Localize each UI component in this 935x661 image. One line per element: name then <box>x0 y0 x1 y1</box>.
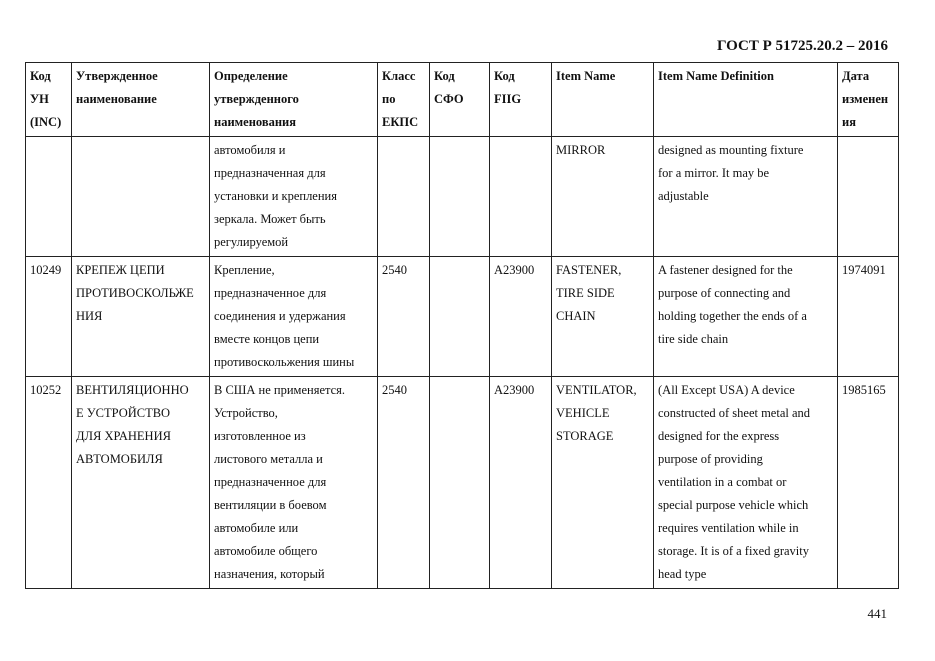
cell-line: НИЯ <box>76 309 103 323</box>
cell-line: 10249 <box>30 263 62 277</box>
inc-code-cell <box>26 257 72 377</box>
header-line: Определение <box>214 69 288 83</box>
cell-line: STORAGE <box>556 429 614 443</box>
item-name-cell <box>552 257 654 377</box>
header-line: ия <box>842 115 856 129</box>
item-definition-cell <box>654 257 838 377</box>
cell-line: ВЕНТИЛЯЦИОННО <box>76 383 189 397</box>
cell-line: for a mirror. It may be <box>658 166 770 180</box>
header-line: Дата <box>842 69 870 83</box>
column-header <box>654 63 838 137</box>
cell-line: ventilation in a combat or <box>658 475 787 489</box>
header-line: (INC) <box>30 115 62 129</box>
cell-line: FASTENER, <box>556 263 622 277</box>
definition-ru-cell <box>210 257 378 377</box>
cell-line: 10252 <box>30 383 62 397</box>
cell-line: 1974091 <box>842 263 886 277</box>
cell-line: head type <box>658 567 707 581</box>
cell-line: storage. It is of a fixed gravity <box>658 544 809 558</box>
column-header <box>72 63 210 137</box>
cell-line: VEHICLE <box>556 406 610 420</box>
cell-line: constructed of sheet metal and <box>658 406 811 420</box>
item-name-table <box>25 62 899 589</box>
header-line: наименования <box>214 115 297 129</box>
cell-line: tire side chain <box>658 332 729 346</box>
cell-line: 2540 <box>382 263 407 277</box>
cell-line: КРЕПЕЖ ЦЕПИ <box>76 263 165 277</box>
cell-line: purpose of providing <box>658 452 763 466</box>
header-row <box>26 63 899 137</box>
class-cell <box>378 137 430 257</box>
column-header <box>210 63 378 137</box>
cell-line: автомобиля и <box>214 143 286 157</box>
page-number: 441 <box>867 606 887 621</box>
cell-line: special purpose vehicle which <box>658 498 809 512</box>
definition-ru-cell <box>210 137 378 257</box>
cell-line: установки и крепления <box>214 189 337 203</box>
fiig-code-cell <box>490 257 552 377</box>
cell-line: вентиляции в боевом <box>214 498 327 512</box>
cell-line: adjustable <box>658 189 709 203</box>
header-line: ЕКПС <box>382 115 419 129</box>
cell-line: purpose of connecting and <box>658 286 791 300</box>
cell-line: designed for the express <box>658 429 780 443</box>
change-date-cell <box>838 377 899 589</box>
approved-name-cell <box>72 137 210 257</box>
cell-line: 1985165 <box>842 383 886 397</box>
cell-line: A23900 <box>494 383 535 397</box>
cell-line: вместе концов цепи <box>214 332 320 346</box>
cell-line: Крепление, <box>214 263 275 277</box>
cell-line: изготовленное из <box>214 429 306 443</box>
sfo-code-cell <box>430 377 490 589</box>
cell-line: MIRROR <box>556 143 606 157</box>
column-header <box>490 63 552 137</box>
cell-line: (All Except USA) A device <box>658 383 795 397</box>
cell-line: CHAIN <box>556 309 596 323</box>
cell-line: Устройство, <box>214 406 278 420</box>
class-cell <box>378 377 430 589</box>
cell-line: 2540 <box>382 383 407 397</box>
column-header <box>552 63 654 137</box>
inc-code-cell <box>26 377 72 589</box>
approved-name-cell <box>72 377 210 589</box>
header-line: по <box>382 92 396 106</box>
column-header <box>378 63 430 137</box>
inc-code-cell <box>26 137 72 257</box>
cell-line: предназначенное для <box>214 475 327 489</box>
change-date-cell <box>838 257 899 377</box>
column-header <box>26 63 72 137</box>
table-row <box>26 377 899 589</box>
header-line: Код <box>434 69 455 83</box>
item-definition-cell <box>654 377 838 589</box>
item-name-cell <box>552 377 654 589</box>
cell-line: регулируемой <box>214 235 289 249</box>
item-definition-cell <box>654 137 838 257</box>
class-cell <box>378 257 430 377</box>
cell-line: соединения и удержания <box>214 309 346 323</box>
cell-line: A fastener designed for the <box>658 263 793 277</box>
cell-line: автомобиле или <box>214 521 299 535</box>
cell-line: holding together the ends of a <box>658 309 807 323</box>
sfo-code-cell <box>430 257 490 377</box>
header-line: изменен <box>842 92 889 106</box>
cell-line: автомобиле общего <box>214 544 318 558</box>
cell-line: противоскольжения шины <box>214 355 355 369</box>
header-line: УН <box>30 92 49 106</box>
cell-line: В США не применяется. <box>214 383 346 397</box>
header-line: СФО <box>434 92 464 106</box>
cell-line: designed as mounting fixture <box>658 143 804 157</box>
approved-name-cell <box>72 257 210 377</box>
change-date-cell <box>838 137 899 257</box>
header-line: утвержденного <box>214 92 299 106</box>
cell-line: листового металла и <box>214 452 323 466</box>
column-header <box>430 63 490 137</box>
cell-line: Е УСТРОЙСТВО <box>76 406 171 420</box>
fiig-code-cell <box>490 137 552 257</box>
cell-line: зеркала. Может быть <box>214 212 326 226</box>
cell-line: предназначенное для <box>214 286 327 300</box>
header-line: FIIG <box>494 92 522 106</box>
cell-line: АВТОМОБИЛЯ <box>76 452 163 466</box>
cell-line: ПРОТИВОСКОЛЬЖЕ <box>76 286 194 300</box>
table-row <box>26 137 899 257</box>
header-line: Класс <box>382 69 416 83</box>
column-header <box>838 63 899 137</box>
header-line: Утвержденное <box>76 69 158 83</box>
header-line: Item Name Definition <box>658 69 774 83</box>
header-line: Item Name <box>556 69 616 83</box>
header-line: наименование <box>76 92 157 106</box>
sfo-code-cell <box>430 137 490 257</box>
cell-line: TIRE SIDE <box>556 286 615 300</box>
header-line: Код <box>494 69 515 83</box>
table-row <box>26 257 899 377</box>
definition-ru-cell <box>210 377 378 589</box>
table-body <box>26 137 899 589</box>
cell-line: VENTILATOR, <box>556 383 637 397</box>
cell-line: назначения, который <box>214 567 325 581</box>
fiig-code-cell <box>490 377 552 589</box>
cell-line: A23900 <box>494 263 535 277</box>
cell-line: requires ventilation while in <box>658 521 799 535</box>
cell-line: ДЛЯ ХРАНЕНИЯ <box>76 429 171 443</box>
item-name-cell <box>552 137 654 257</box>
header-line: Код <box>30 69 51 83</box>
cell-line: предназначенная для <box>214 166 326 180</box>
document-header: ГОСТ Р 51725.20.2 – 2016 <box>716 38 888 54</box>
